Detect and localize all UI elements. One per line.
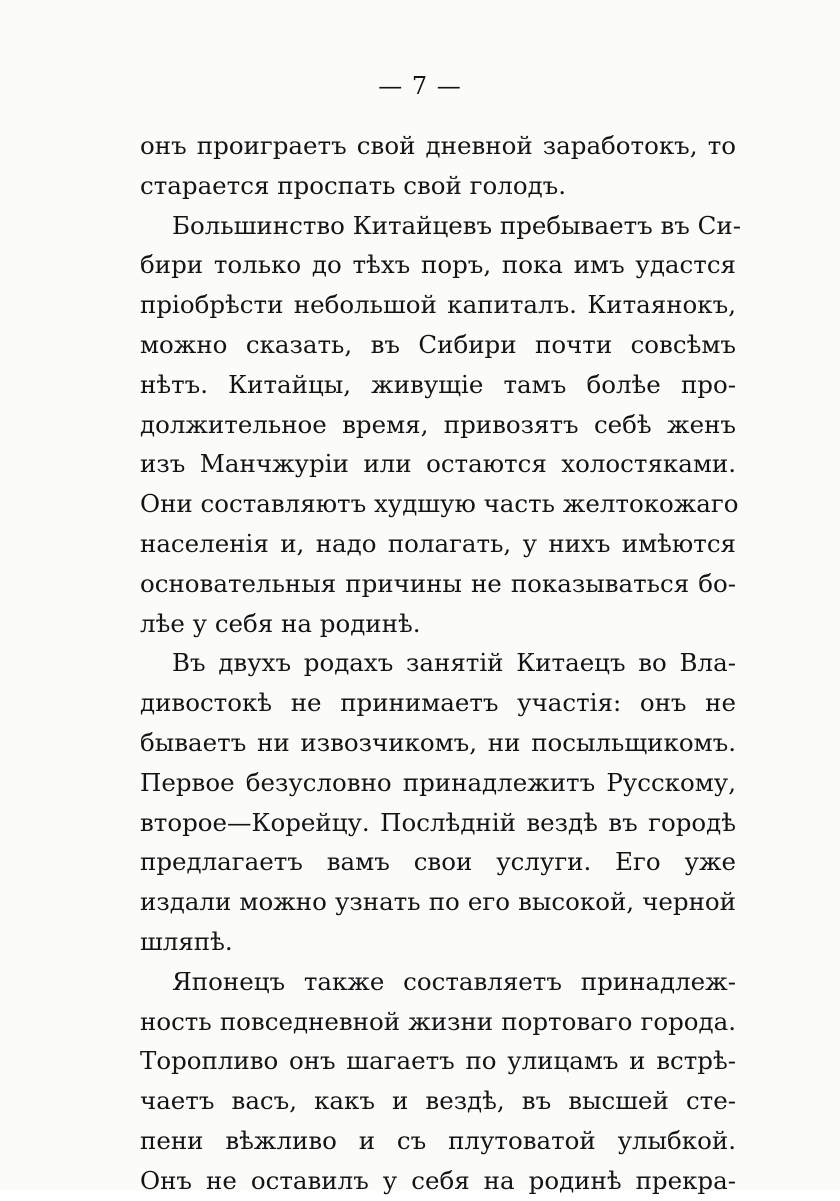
text-line: ность повседневной жизни портоваго города.	[140, 1006, 736, 1036]
text-line: Торопливо онъ шагаетъ по улицамъ и встрѣ-	[140, 1046, 736, 1076]
text-line: чаетъ васъ, какъ и вездѣ, въ высшей сте-	[140, 1086, 736, 1116]
text-line: изъ Манчжуріи или остаются холостяками.	[140, 449, 736, 479]
text-line: пріобрѣсти небольшой капиталъ. Китаянокъ,	[140, 290, 736, 320]
paragraph	[140, 643, 736, 961]
text-line: старается проспать свой голодъ.	[140, 170, 567, 200]
text-line: Японецъ также составляетъ принадлеж-	[172, 966, 736, 996]
text-line: онъ проиграетъ свой дневной заработокъ, то	[140, 131, 736, 160]
page-number: — 7 —	[378, 72, 462, 100]
text-line: издали можно узнать по его высокой, черной	[140, 887, 736, 917]
text-line: Они составляютъ худшую часть желтокожаго	[140, 489, 739, 519]
text-line: лѣе у себя на родинѣ.	[140, 608, 421, 638]
text-line: Большинство Китайцевъ пребываетъ въ Си-	[172, 210, 742, 240]
text-line: бываетъ ни извозчикомъ, ни посыльщикомъ.	[140, 727, 736, 757]
text-line: Онъ не оставилъ у себя на родинѣ прекра-	[140, 1165, 736, 1195]
text-line: второе—Корейцу. Послѣдній вездѣ въ городѣ	[140, 807, 736, 837]
text-line: Въ двухъ родахъ занятій Китаецъ во Вла-	[172, 648, 736, 678]
paragraph	[140, 206, 742, 644]
text-line: предлагаетъ вамъ свои услуги. Его уже	[140, 847, 736, 877]
text-line: бири только до тѣхъ поръ, пока имъ удастся	[140, 250, 736, 280]
paragraph	[140, 126, 736, 206]
text-line: должительное время, привозятъ себѣ женъ	[140, 409, 736, 439]
text-line: дивостокѣ не принимаетъ участія: онъ не	[140, 688, 736, 718]
text-line: Первое безусловно принадлежитъ Русскому,	[140, 767, 736, 797]
paragraph	[140, 962, 736, 1201]
text-line: шляпѣ.	[140, 926, 233, 956]
text-line: основательныя причины не показываться бо-	[140, 568, 736, 598]
text-line: населенія и, надо полагать, у нихъ имѣются	[140, 528, 736, 558]
text-line: нѣтъ. Китайцы, живущіе тамъ болѣе про-	[140, 369, 736, 399]
text-line: можно сказать, въ Сибири почти совсѣмъ	[140, 329, 736, 359]
body-text	[140, 126, 742, 1201]
text-line: пени вѣжливо и съ плутоватой улыбкой.	[140, 1125, 736, 1155]
